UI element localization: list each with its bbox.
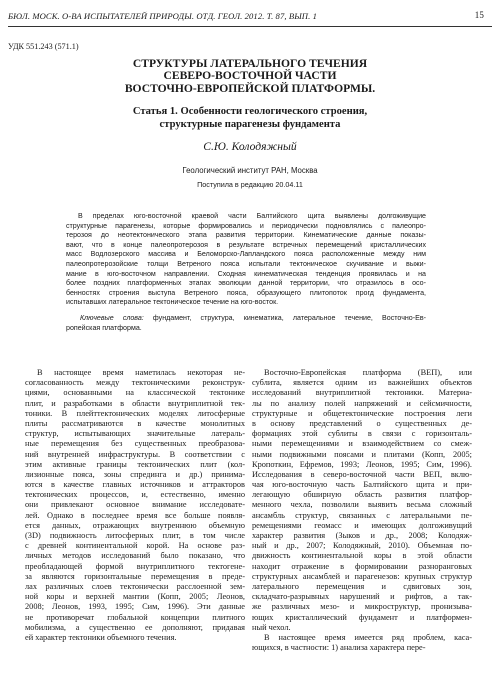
body-text-line: согласованность между тектоническими реконструк- [25,378,245,388]
body-text-line: находит отражение в формировании разноранговых [252,561,472,571]
body-text-line: ной коры и верхней мантии (Копп, 2005; Леонов, [25,592,245,602]
body-text-line: ний внутренней инфраструктуры. В соответствии с [25,449,245,459]
body-text-line: движность континентальной коры в этой области [252,551,472,561]
abstract-line: В пределах юго-восточной краевой части Балтийского щита выявлены долгоживущие [78,212,426,220]
abstract-line: палеопротерозойские толщи Ветреного пояса испытали тектоническое скучивание и выжи- [66,259,426,268]
body-text-line: лы по анализу полей напряжений и сейсмичности, [252,398,472,408]
body-text-line: личных методов исследований было показано, что [25,551,245,561]
udk-code: УДК 551.243 (571.1) [8,42,79,51]
body-text-line: они привлекают основное внимание исследовате- [25,500,245,510]
body-text-line: же различных мезо- и микроструктур, пронизыва- [252,602,472,612]
body-text-line: ремещениями геомасс и имеющих долгоживущий [252,520,472,530]
body-text-line: латерального перемещения и сдвиговых зон, [252,581,472,591]
body-text-line: ансамбль структур, связанных с латеральными пе- [252,510,472,520]
body-text-line: структур, испытывающих значительные латераль- [25,429,245,439]
body-text-line: ные перемещения без существенных преобразова- [25,439,245,449]
body-text-line: ющихся, в частности: 1) анализа характера пере- [252,643,426,653]
abstract-line: испытавших латеральное тектоническое течение на юго-восток. [66,298,279,307]
body-text-line: ными подвижными поясами и плитами (Копп, 2005; [252,449,472,459]
body-text-line: этим активные границы тектонических плит (кол- [25,459,245,469]
body-text-line: тектонических процессов, и, естественно, именно [25,490,245,500]
body-text-line: за являются горизонтальные перемещения в преде- [25,571,245,581]
body-text-line: мобилизма, а существенно ее дополняют, придавая [25,622,245,632]
affiliation: Геологический институт РАН, Москва [182,166,318,175]
body-text-line: Кропоткин, Ефремов, 1993; Леонов, 1995; Сим, 1996). [252,459,472,469]
abstract-line: мание в юго-восточном направлении. Сходная кинематическая тенденция проявилась и на [66,269,426,278]
title-line: ВОСТОЧНО-ЕВРОПЕЙСКОЙ ПЛАТФОРМЫ. [124,81,376,95]
keywords-text: фундамент, структура, кинематика, латеральное течение, Восточно-Ев- [152,314,426,322]
keywords-line [66,314,426,324]
title-line: СТРУКТУРЫ ЛАТЕРАЛЬНОГО ТЕЧЕНИЯ [132,57,368,70]
body-text-line: плиты рассматриваются в качестве монолитных [25,418,245,428]
body-text-line: ются в качестве главных источников и аттракторов [25,480,245,490]
body-text-line: ей характер тектоники объемного течения. [25,632,177,642]
journal-title: БЮЛ. МОСК. О-ВА ИСПЫТАТЕЛЕЙ ПРИРОДЫ. ОТД. ГЕОЛ. 2012. Т. 87, ВЫП. 1 [8,11,317,21]
body-text-line: чая юго-восточную часть Балтийского щита и при- [252,480,472,490]
abstract-line: масс Водлозерского массива и Беломорско-Лапландского пояса расположенные между ним [66,250,426,259]
body-text-line: ный и др., 2007; Колодяжный, 2010). Объемная по- [252,541,472,551]
running-header [8,8,492,27]
abstract-line: структурные парагенезы, которые формировались и периодически подновлялись с палеопро- [66,221,426,230]
body-text-line: характер развития (Зыков и др., 2008; Колодяж- [252,531,472,540]
received-date: Поступила в редакцию 20.04.11 [197,180,303,189]
keywords-line: ропейская платформа. [66,323,142,332]
author-name: С.Ю. Колодяжный [203,140,297,153]
body-column-right [252,368,472,653]
body-text-line: В настоящее время наметилась некоторая не- [37,368,245,377]
body-text-line: лах различных слоев тектонически расслоенной зем- [25,581,245,591]
body-text-line: сублита, является одним из важнейших объектов [252,378,472,388]
keywords-label: Ключевые слова: [80,314,144,322]
body-text-line: легающую обширную область развития платфор- [252,490,472,500]
keywords [66,314,426,333]
abstract-line: терозоя до неотектонического этапа развития территории. Кинематические данные показы- [66,231,426,240]
body-text-line: формациях этой сублиты в связи с горизонталь- [252,429,472,439]
subtitle-line: Статья 1. Особенности геологического строения, [132,106,368,117]
body-text-line: Исследования в северо-восточной части ВЕП, вклю- [252,469,472,479]
body-text-line: Восточно-Европейская платформа (ВЕП), или [264,368,472,377]
body-text-line: не противоречат глобальной концепции плитного [25,612,245,622]
subtitle-line: структурные парагенезы фундамента [159,118,341,130]
body-text-line: В настоящее время имеется ряд проблем, касa- [264,632,472,642]
abstract [66,212,426,308]
page-number: 15 [474,10,484,20]
body-text-line: в основу представлений о существенных де- [252,418,472,428]
article-title [60,58,440,95]
abstract-line: вают, что в конце палеопротерозоя в результате встречных перемещений кристаллических [66,240,426,249]
body-text-line: ется данных, отражающих внутреннюю объемную [25,520,245,530]
body-text-line: исследований внутриплитной тектоники. Материа- [252,388,472,398]
body-text-line: ющих кристаллический фундамент и платформен- [252,612,472,622]
body-text-line: плит, и разработками в области внутриплитной тек- [25,398,245,408]
body-text-line: структурных ансамблей и парагенезов: крупных структур [252,571,472,581]
body-text-line: с древней континентальной корой. На основе раз- [25,541,245,551]
article-subtitle [60,106,440,131]
body-text-line: 2008; Леонов, 1993, 1995; Сим, 1996). Эти данные [25,602,245,612]
body-text-line: ными перемещениями и взаимодействием со смеж- [252,439,472,449]
abstract-line: более поздних платформенных этапах эволюции данной территории, что отразилось в осо- [66,279,426,288]
body-column-left [25,368,245,643]
body-text-line: структурные и общетектонические построения леги [252,408,472,418]
title-line: СЕВЕРО-ВОСТОЧНОЙ ЧАСТИ [163,69,337,83]
body-text-line: лизионные пояса, зоны спрединга и др.) принима- [25,469,245,479]
body-text-line: ный чехол. [252,622,291,632]
body-text-line: лей. Однако в последнее время все больше появля- [25,510,245,520]
abstract-line: бенностях строения выступа Ветреного пояса, образующего плитопоток прогд фундамента, [66,288,426,297]
body-text-line: (3D) подвижность литосферных плит, в том числе [25,531,245,540]
body-text-line: тоники. В плейттектонических моделях литосферные [25,408,245,418]
body-text-line: циями, основанными на классической тектонике [25,388,245,398]
body-text-line: менного чехла, позволили выявить весьма сложный [252,500,472,510]
body-text-line: преобладающей формой внутриплитного тектогене- [25,561,245,571]
body-text-line: складчато-разрывных нарушений и рифтов, а так- [252,592,472,602]
